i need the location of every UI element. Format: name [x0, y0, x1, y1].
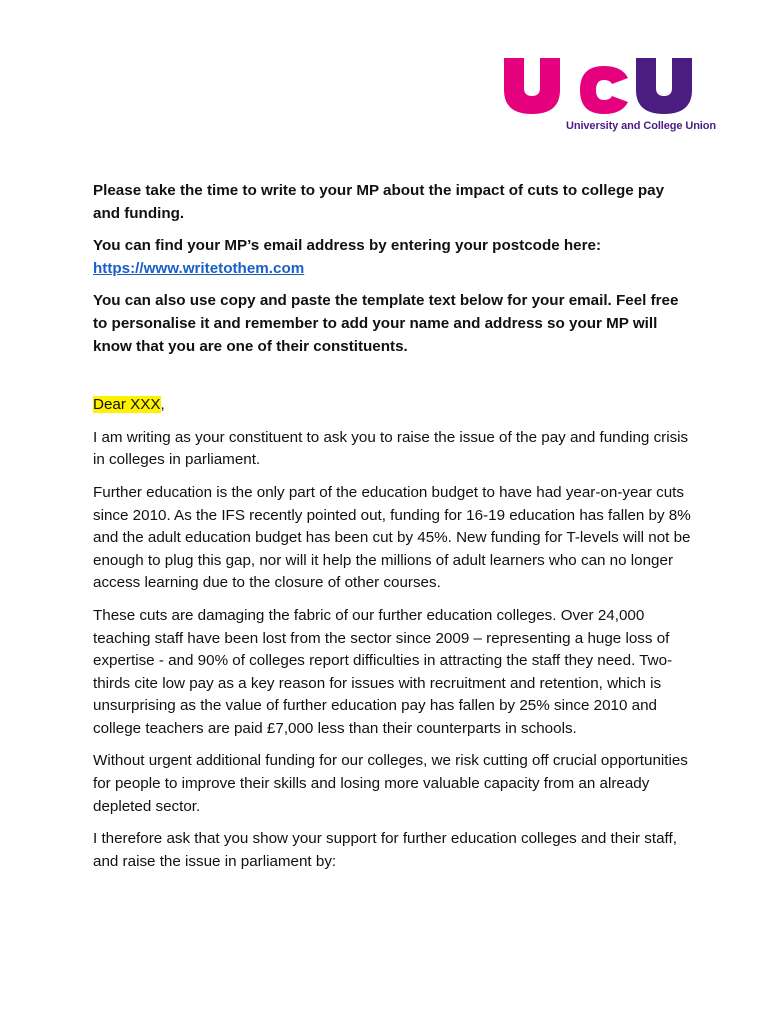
ucu-logo	[500, 56, 740, 136]
intro-paragraph-2-text: You can find your MP’s email address by entering your postcode here:	[93, 237, 602, 255]
letter-paragraph-3: These cuts are damaging the fabric of our further education colleges. Over 24,000 teaching staff have been lost from the sector since 2009 – representing a huge loss of expertise - and 90% of colleges report difficulties in attracting the staff they need. Two-thirds cite low pay as a key reason for issues with recruitment and retention, which is unsurprising as the value of further education pay has fallen by 25% since 2010 and college teachers are paid £7,000 less than their counterparts in schools.	[93, 606, 673, 737]
writetothem-link[interactable]: https://www.writetothem.com	[93, 259, 305, 277]
letter-paragraph-4: Without urgent additional funding for our colleges, we risk cutting off crucial opportunities for people to improve their skills and losing more valuable capacity from an already depleted sector.	[93, 752, 688, 815]
section-spacer	[93, 368, 693, 394]
document-body	[93, 180, 693, 883]
ucu-logo-mark	[500, 56, 700, 116]
intro-paragraph-1: Please take the time to write to your MP about the impact of cuts to college pay and funding.	[93, 182, 665, 222]
logo-subtitle: University and College Union	[566, 120, 717, 132]
letter-paragraph-2: Further education is the only part of the education budget to have had year-on-year cuts since 2010. As the IFS recently pointed out, funding for 16-19 education has fallen by 8% and the adult education budget has been cut by 45%. New funding for T-levels will not be enough to plug this gap, nor will it help the millions of adult learners who can no longer access learning due to the closure of other courses.	[93, 483, 691, 592]
intro-paragraph-2	[93, 235, 693, 280]
salutation-highlight: Dear XXX	[93, 396, 161, 414]
letter-paragraph-1: I am writing as your constituent to ask you to raise the issue of the pay and funding crisis in colleges in parliament.	[93, 428, 689, 469]
salutation-punct: ,	[160, 396, 165, 414]
letter-paragraph-5: I therefore ask that you show your support for further education colleges and their staff, and raise the issue in parliament by:	[93, 830, 677, 870]
intro-paragraph-3: You can also use copy and paste the template text below for your email. Feel free to personalise it and remember to add your name and address so your MP will know that you are one of their constituents.	[93, 292, 679, 355]
letter-salutation	[93, 394, 693, 417]
